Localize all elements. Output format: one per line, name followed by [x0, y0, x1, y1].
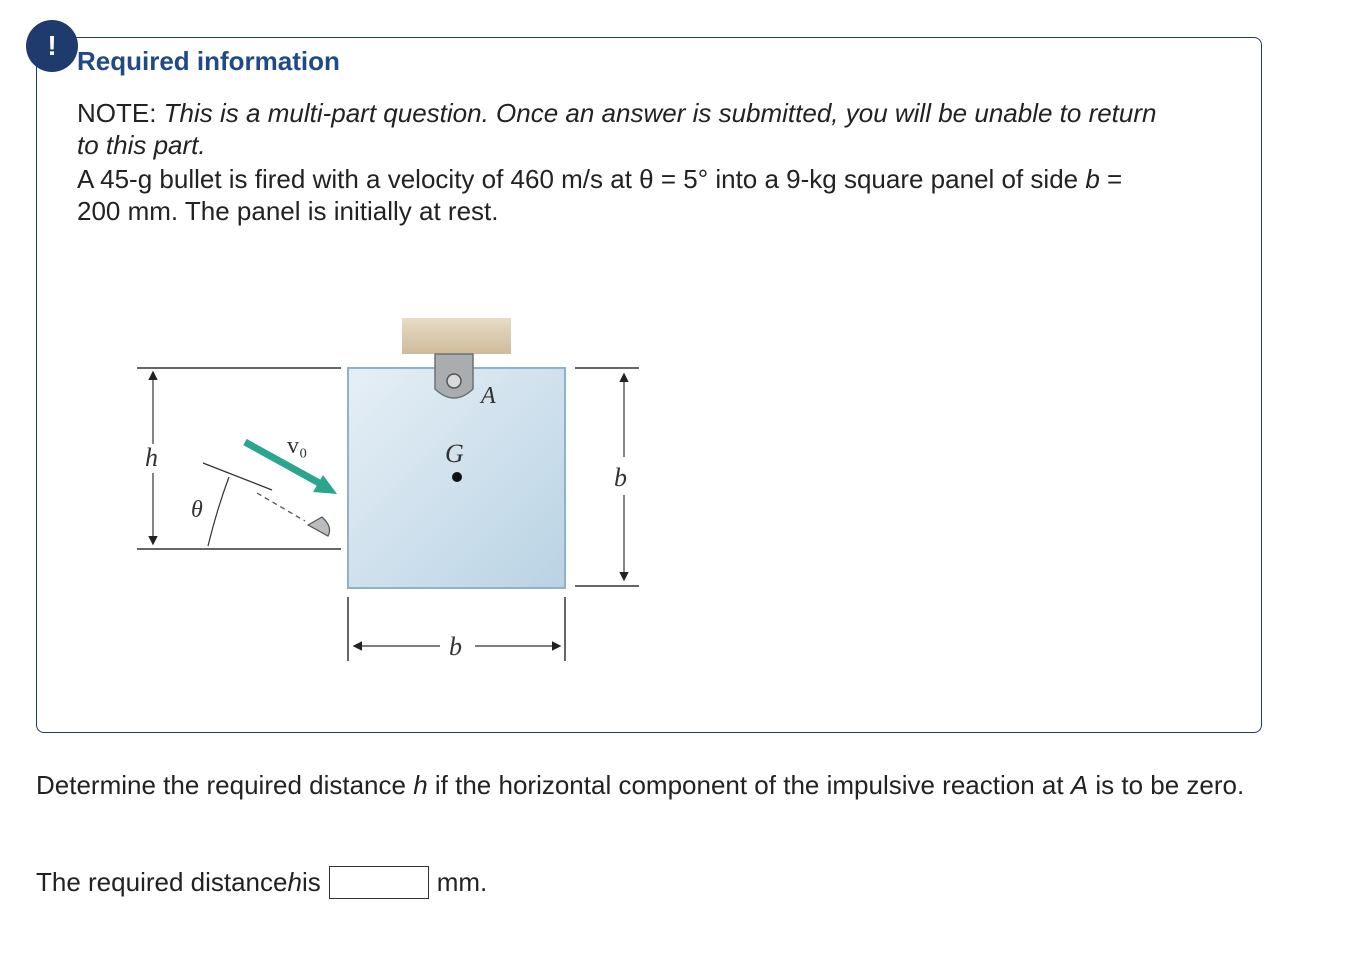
problem-statement	[77, 97, 1167, 227]
label-v0: v₀	[287, 433, 308, 459]
problem-paragraph	[77, 163, 1167, 227]
answer-is: is	[301, 867, 321, 897]
info-heading: Required information	[77, 46, 340, 76]
note-text: This is a multi-part question. Once an answer is submitted, you will be unable to return to this part.	[77, 98, 1157, 160]
theta-arc	[208, 477, 229, 546]
note-paragraph	[77, 97, 1167, 161]
question-var-h: h	[413, 770, 428, 800]
label-theta: θ	[191, 497, 203, 523]
label-b-bottom: b	[449, 632, 462, 661]
theta-reference-line	[203, 463, 272, 490]
question-var-A: A	[1070, 770, 1089, 800]
exclamation-icon: !	[47, 30, 57, 61]
problem-text-2: = 200 mm. The panel is initially at rest.	[77, 164, 1123, 226]
label-b-right: b	[614, 463, 627, 492]
label-A: A	[481, 383, 496, 409]
question-text	[36, 769, 1336, 801]
bullet	[308, 517, 330, 536]
question-part-2: if the horizontal component of the impulsive reaction at	[427, 770, 1071, 800]
pin-a	[447, 374, 461, 388]
figure-diagram	[97, 277, 657, 672]
label-G: G	[445, 439, 464, 468]
distance-h-input[interactable]	[329, 866, 429, 899]
question-part-1: Determine the required distance	[36, 770, 414, 800]
velocity-arrow-shaft	[245, 442, 321, 484]
question-part-3: is to be zero.	[1088, 770, 1245, 800]
problem-var-b: b	[1085, 164, 1100, 194]
center-of-mass-point	[452, 472, 462, 482]
note-prefix: NOTE:	[77, 98, 164, 128]
ceiling-support	[402, 318, 511, 354]
alert-icon	[26, 20, 78, 72]
panel-figure	[97, 277, 657, 677]
bullet-path	[257, 493, 305, 521]
answer-row	[36, 864, 487, 900]
answer-unit: mm.	[436, 867, 488, 897]
answer-var-h: h	[287, 867, 302, 897]
problem-text-1: A 45-g bullet is fired with a velocity of 460 m/s at θ = 5° into a 9-kg square panel of side	[77, 164, 1086, 194]
answer-prefix: The required distance	[36, 867, 288, 897]
label-h: h	[145, 443, 158, 472]
